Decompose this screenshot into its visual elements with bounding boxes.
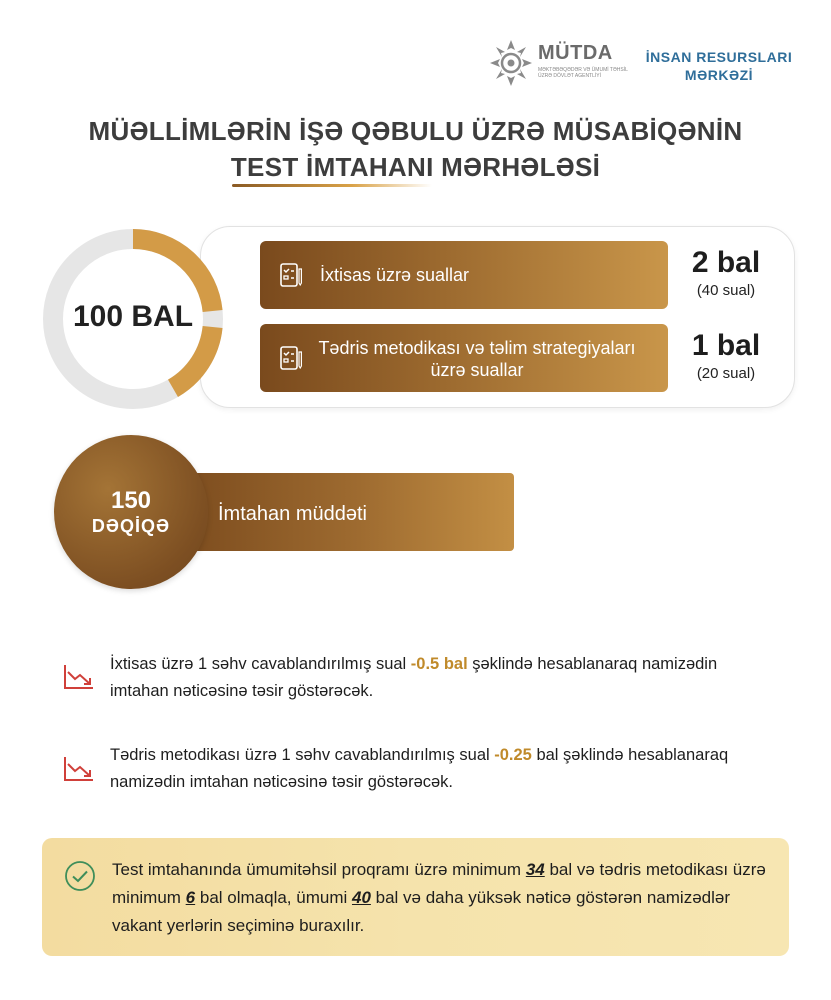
penalty-note-methodology — [110, 742, 780, 796]
methodology-points — [676, 329, 776, 382]
check-circle-icon — [64, 860, 96, 892]
duration-bar — [170, 473, 514, 551]
min-methodology-score: 6 — [185, 888, 196, 907]
total-score: 100 BAL — [72, 300, 194, 333]
checklist-icon — [280, 346, 302, 370]
mutda-subtitle: MƏKTƏBƏQƏDƏR VƏ ÜMUMİ TƏHSİL ÜZRƏ DÖVLƏT AGENTLİYİ — [538, 67, 628, 79]
mutda-emblem-icon — [488, 38, 534, 88]
info-text — [112, 856, 772, 940]
page-title-line2: TEST İMTAHANI MƏRHƏLƏSİ — [230, 152, 601, 182]
methodology-points-value: 1 bal — [691, 329, 761, 362]
irm-logo-line2: MƏRKƏZİ — [684, 67, 754, 83]
penalty-note-specialty — [110, 651, 780, 705]
methodology-question-count: (20 sual) — [696, 365, 756, 382]
trend-down-icon — [62, 755, 96, 783]
mutda-name: MÜTDA — [538, 42, 613, 64]
title-underline — [232, 184, 432, 187]
duration-label: İmtahan müddəti — [218, 503, 367, 525]
penalty-text-after: şəklində hesablanaraq namizədin imtahan nəticəsinə təsir göstərəcək. — [110, 655, 718, 700]
min-total-score: 40 — [351, 888, 371, 907]
penalty-text-before: Tədris metodikası üzrə 1 səhv cavablandırılmış sual — [110, 746, 495, 764]
specialty-questions-label: İxtisas üzrə suallar — [320, 265, 470, 285]
checklist-icon — [280, 263, 302, 287]
mutda-logo — [488, 38, 628, 90]
info-text-part: bal və tədris metodikası üzrə minimum — [112, 860, 766, 907]
duration-unit: DƏQİQƏ — [91, 516, 171, 536]
methodology-questions-label: Tədris metodikası və təlim strategiyaları üzrə suallar — [318, 338, 636, 380]
specialty-questions-bar — [260, 241, 668, 309]
specialty-points-value: 2 bal — [691, 246, 761, 279]
penalty-value: -0.5 bal — [410, 655, 468, 673]
trend-down-icon — [62, 663, 96, 691]
irm-logo-line1: İNSAN RESURSLARI — [645, 49, 793, 65]
min-general-score: 34 — [525, 860, 545, 879]
irm-logo — [644, 48, 794, 84]
page-title-line1: MÜƏLLİMLƏRİN İŞƏ QƏBULU ÜZRƏ MÜSABİQƏNİN — [88, 116, 743, 146]
specialty-points — [676, 246, 776, 299]
duration-number: 150 — [110, 487, 152, 514]
info-text-part: bal olmaqla, ümumi — [195, 888, 352, 907]
penalty-text-before: İxtisas üzrə 1 səhv cavablandırılmış sual — [110, 655, 411, 673]
info-text-part: Test imtahanında ümumitəhsil proqramı üzrə minimum — [112, 860, 526, 879]
penalty-text-after: bal şəklində hesablanaraq namizədin imtahan nəticəsinə təsir göstərəcək. — [110, 746, 729, 791]
specialty-question-count: (40 sual) — [696, 282, 756, 299]
info-text-part: bal və daha yüksək nəticə göstərən namizədlər vakant yerlərin seçiminə buraxılır. — [112, 888, 731, 935]
penalty-value: -0.25 — [494, 746, 532, 764]
methodology-questions-bar — [260, 324, 668, 392]
